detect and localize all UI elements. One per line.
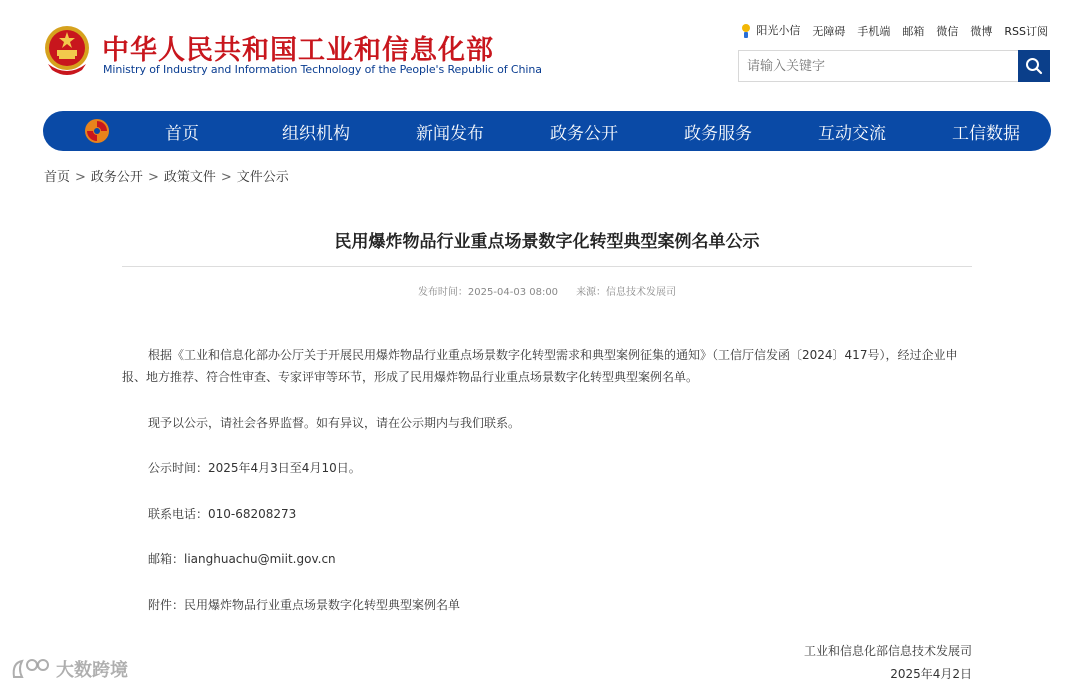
site-title[interactable]: 中华人民共和国工业和信息化部 (102, 35, 494, 66)
breadcrumb: 首页 > 政务公开 > 政策文件 > 文件公示 (44, 170, 289, 185)
link-rss[interactable]: RSS订阅 (1004, 24, 1048, 38)
nav-item-interaction[interactable]: 互动交流 (818, 123, 886, 144)
article-source: 来源：信息技术发展司 (576, 287, 677, 298)
site-subtitle: Ministry of Industry and Information Technology of the People's Republic of China (103, 63, 542, 76)
paragraph-intro: 根据《工业和信息化部办公厅关于开展民用爆炸物品行业重点场景数字化转型需求和典型案例征集的通知》（工信厅信发函〔2024〕417号），经过企业申报、地方推荐、符合性审查、专家评审等环节，形成了民用爆炸物品行业重点场景数字化转型典型案例名单。 (122, 348, 958, 384)
breadcrumb-home[interactable]: 首页 (44, 170, 71, 185)
watermark (10, 656, 128, 682)
link-accessibility[interactable]: 无障碍 (812, 24, 846, 38)
signature-org: 工业和信息化部信息技术发展司 (803, 644, 972, 658)
link-email[interactable]: 邮箱 (902, 24, 925, 38)
link-mobile[interactable]: 手机端 (857, 24, 891, 38)
search-icon (1025, 57, 1043, 75)
search-box (738, 50, 1050, 82)
article-title: 民用爆炸物品行业重点场景数字化转型典型案例名单公示 (334, 232, 760, 252)
site-header (0, 0, 1080, 100)
nav-item-gov-affairs-open[interactable]: 政务公开 (550, 123, 618, 144)
sunshine-icon (740, 23, 752, 39)
breadcrumb-file-notice[interactable]: 文件公示 (236, 170, 289, 185)
attachment-link[interactable]: 附件：民用爆炸物品行业重点场景数字化转型典型案例名单 (148, 598, 461, 612)
national-emblem-icon (42, 24, 92, 78)
publish-time: 发布时间：2025-04-03 08:00 (417, 287, 559, 298)
paragraph-phone: 联系电话：010-68208273 (148, 507, 297, 521)
search-button[interactable] (1018, 50, 1050, 82)
nav-item-news[interactable]: 新闻发布 (416, 123, 484, 144)
article-meta (122, 283, 972, 298)
link-weibo[interactable]: 微博 (970, 24, 993, 38)
watermark-logo-icon (10, 657, 50, 681)
search-input[interactable] (739, 51, 1018, 81)
signature-date: 2025年4月2日 (890, 667, 972, 681)
nav-item-organization[interactable]: 组织机构 (282, 123, 350, 144)
paragraph-notice: 现予以公示，请社会各界监督。如有异议，请在公示期内与我们联系。 (148, 416, 521, 430)
link-sunshine-label: 阳光小信 (756, 24, 801, 37)
nav-item-data[interactable]: 工信数据 (952, 123, 1020, 144)
link-wechat[interactable]: 微信 (936, 24, 959, 38)
paragraph-period: 公示时间：2025年4月3日至4月10日。 (148, 461, 361, 475)
paragraph-email: 邮箱：lianghuachu@miit.gov.cn (148, 552, 336, 566)
nav-item-gov-services[interactable]: 政务服务 (684, 123, 752, 144)
top-links (740, 22, 1048, 39)
breadcrumb-policy-files[interactable]: 政策文件 (163, 170, 216, 185)
title-divider (122, 266, 972, 267)
link-sunshine[interactable] (740, 22, 800, 39)
breadcrumb-gov-affairs[interactable]: 政务公开 (90, 170, 143, 185)
miit-logo-icon (83, 117, 111, 145)
main-nav (43, 111, 1051, 151)
nav-item-home[interactable]: 首页 (165, 123, 199, 144)
watermark-text: 大数跨境 (56, 660, 128, 681)
